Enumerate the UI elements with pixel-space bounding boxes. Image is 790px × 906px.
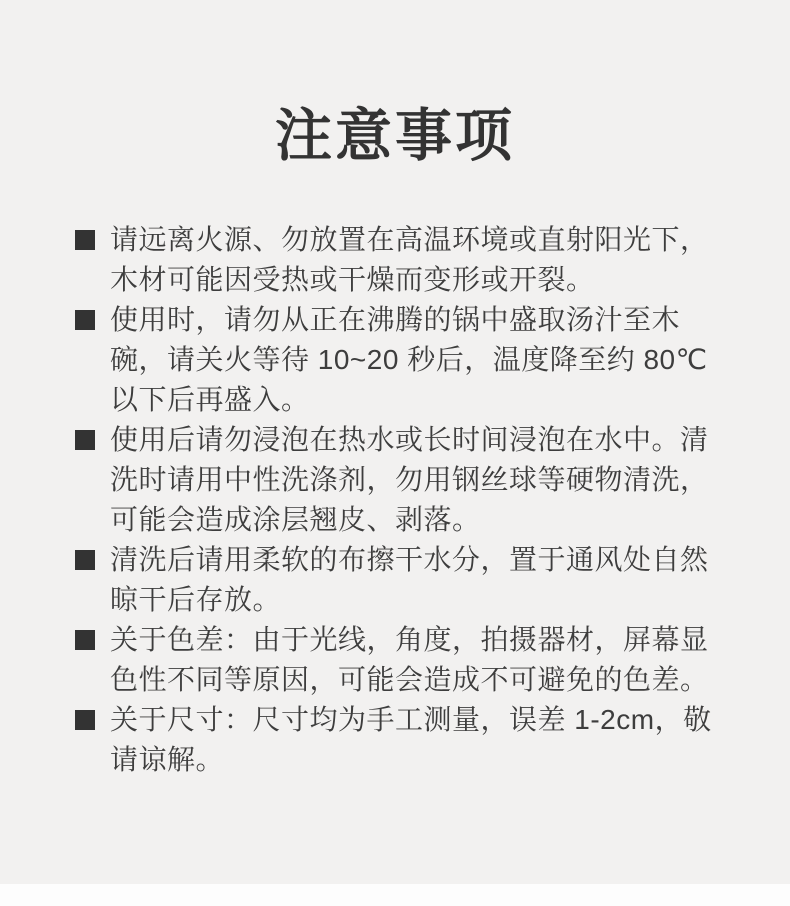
square-bullet-icon <box>75 710 95 730</box>
list-item <box>75 300 732 420</box>
notice-text: 关于尺寸：尺寸均为手工测量，误差 1-2cm，敬请谅解。 <box>110 704 712 775</box>
square-bullet-icon <box>75 230 95 250</box>
notice-text: 使用后请勿浸泡在热水或长时间浸泡在水中。清洗时请用中性洗涤剂，勿用钢丝球等硬物清洗，可能会造成涂层翘皮、剥落。 <box>110 424 709 535</box>
square-bullet-icon <box>75 630 95 650</box>
notice-list <box>75 220 732 780</box>
square-bullet-icon <box>75 310 95 330</box>
notice-text: 请远离火源、勿放置在高温环境或直射阳光下，木材可能因受热或干燥而变形或开裂。 <box>110 224 709 295</box>
list-item <box>75 620 732 700</box>
list-item <box>75 220 732 300</box>
list-item <box>75 540 732 620</box>
notice-text: 清洗后请用柔软的布擦干水分，置于通风处自然晾干后存放。 <box>110 544 709 615</box>
notice-text: 使用时，请勿从正在沸腾的锅中盛取汤汁至木碗，请关火等待 10~20 秒后，温度降至约 80℃以下后再盛入。 <box>110 304 708 415</box>
square-bullet-icon <box>75 430 95 450</box>
square-bullet-icon <box>75 550 95 570</box>
bottom-white-band <box>0 884 790 906</box>
list-item <box>75 420 732 540</box>
page-title: 注意事项 <box>275 104 515 168</box>
notice-text: 关于色差：由于光线，角度，拍摄器材，屏幕显色性不同等原因，可能会造成不可避免的色差。 <box>110 624 709 695</box>
list-item <box>75 700 732 780</box>
